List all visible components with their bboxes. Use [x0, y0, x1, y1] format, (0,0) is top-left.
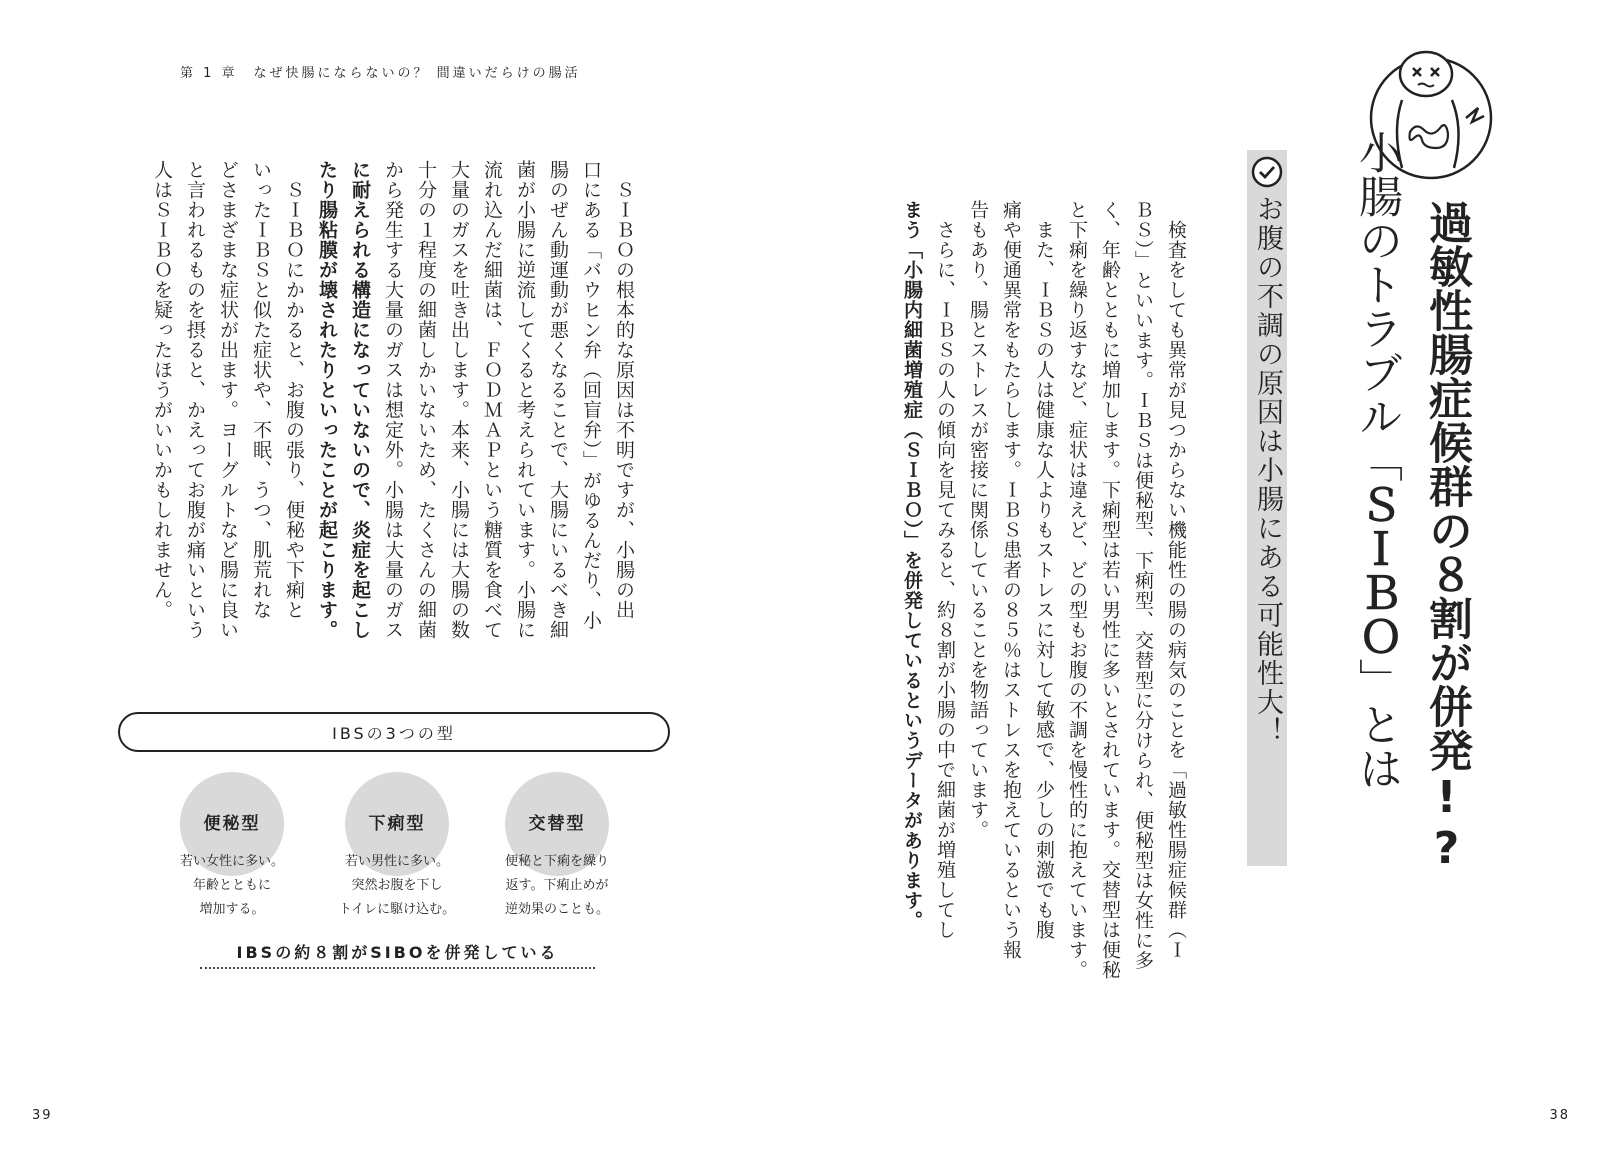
body-line: く、年齢とともに増加します。下痢型は若い男性に多いとされています。交替型は便秘	[1099, 200, 1121, 980]
type-desc-constipation	[147, 850, 317, 922]
body-line: ＳＩＢＯにかかると、お腹の張り、便秘や下痢と	[283, 160, 305, 620]
desc-line: 逆効果のことも。	[504, 902, 609, 917]
page-number-left: 39	[32, 1108, 53, 1123]
desc-line: 突然お腹を下し	[351, 878, 443, 893]
body-line: 菌が小腸に逆流してくると考えられています。小腸に	[514, 160, 536, 640]
body-line: ＢＳ）」といいます。ＩＢＳは便秘型、下痢型、交替型に分けられ、便秘型は女性に多	[1132, 200, 1154, 971]
body-line: から発生する大量のガスは想定外。小腸は大量のガス	[382, 160, 404, 640]
body-line: 十分の１程度の細菌しかいないため、たくさんの細菌	[415, 160, 437, 640]
body-line: 告もあり、腸とストレスが密接に関係していることを物語っています。	[967, 200, 989, 840]
desc-line: トイレに駆け込む。	[338, 902, 456, 917]
ibs-summary-caption: IBSの約８割がSIBOを併発している	[200, 940, 595, 969]
type-circle-constipation: 便秘型	[180, 772, 284, 876]
body-line: 流れ込んだ細菌は、ＦＯＤＭＡＰという糖質を食べて	[481, 160, 503, 640]
title-prefix: 小腸のトラブル「	[1351, 130, 1402, 482]
ibs-types-heading: IBSの3つの型	[118, 712, 670, 752]
type-circle-diarrhea: 下痢型	[345, 772, 449, 876]
body-line: さらに、ＩＢＳの人の傾向を見てみると、約８割が小腸の中で細菌が増殖してし	[934, 200, 956, 940]
body-line: と言われるものを摂ると、かえってお腹が痛いという	[184, 160, 206, 640]
right-body-text	[895, 200, 1192, 990]
type-desc-diarrhea	[312, 850, 482, 922]
body-line: 大量のガスを吐き出します。本来、小腸には大腸の数	[448, 160, 470, 640]
subheading-text: お腹の不調の原因は小腸にある可能性大！	[1252, 195, 1283, 746]
running-head: 第 1 章 なぜ快腸にならないの？ 間違いだらけの腸活	[180, 66, 581, 81]
body-line: と下痢を繰り返すなど、症状は違えど、どの型もお腹の不調を慢性的に抱えています。	[1066, 200, 1088, 980]
title-suffix: 」とは	[1351, 658, 1402, 790]
body-line: 腸のぜん動運動が悪くなることで、大腸にいるべき細	[547, 160, 569, 640]
body-line-bold: まう「小腸内細菌増殖症（ＳＩＢＯ）」を併発しているというデータがあります。	[901, 200, 923, 931]
body-line: 痛や便通異常をもたらします。ＩＢＳ患者の８５％はストレスを抱えているという報	[1000, 200, 1022, 960]
body-line: ＳＩＢＯの根本的な原因は不明ですが、小腸の出	[613, 160, 635, 620]
body-line: いったＩＢＳと似た症状や、不眠、うつ、肌荒れな	[250, 160, 272, 620]
desc-line: 返す。下痢止めが	[505, 878, 609, 893]
body-line-bold: に耐えられる構造になっていないので、炎症を起こし	[349, 160, 371, 640]
type-desc-alternating	[472, 850, 642, 922]
body-line: どさまざまな症状が出ます。ヨーグルトなど腸に良い	[217, 160, 239, 640]
title-sibo: ＳＩＢＯ	[1351, 482, 1402, 658]
desc-line: 若い男性に多い。	[344, 854, 449, 869]
desc-line: 若い女性に多い。	[179, 854, 284, 869]
page-number-right: 38	[1549, 1108, 1570, 1123]
desc-line: 年齢とともに	[192, 878, 271, 893]
body-line: 口にある「バウヒン弁（回盲弁）」がゆるんだり、小	[580, 160, 602, 631]
desc-line: 便秘と下痢を繰り	[504, 854, 609, 869]
page-title-line-1: 過敏性腸症候群の８割が併発!?	[1421, 200, 1472, 874]
left-body-text	[145, 160, 640, 700]
body-line: 検査をしても異常が見つからない機能性の腸の病気のことを「過敏性腸症候群（Ｉ	[1165, 200, 1187, 960]
body-line: 人はＳＩＢＯを疑ったほうがいいかもしれません。	[151, 160, 173, 620]
body-line-bold: たり腸粘膜が壊されたりといったことが起こります。	[316, 160, 338, 640]
desc-line: 増加する。	[199, 902, 265, 917]
body-line: また、ＩＢＳの人は健康な人よりもストレスに対して敏感で、少しの刺激でも腹	[1033, 200, 1055, 940]
page-title-line-2	[1350, 130, 1402, 790]
type-circle-alternating: 交替型	[505, 772, 609, 876]
check-circle-icon	[1250, 155, 1284, 189]
